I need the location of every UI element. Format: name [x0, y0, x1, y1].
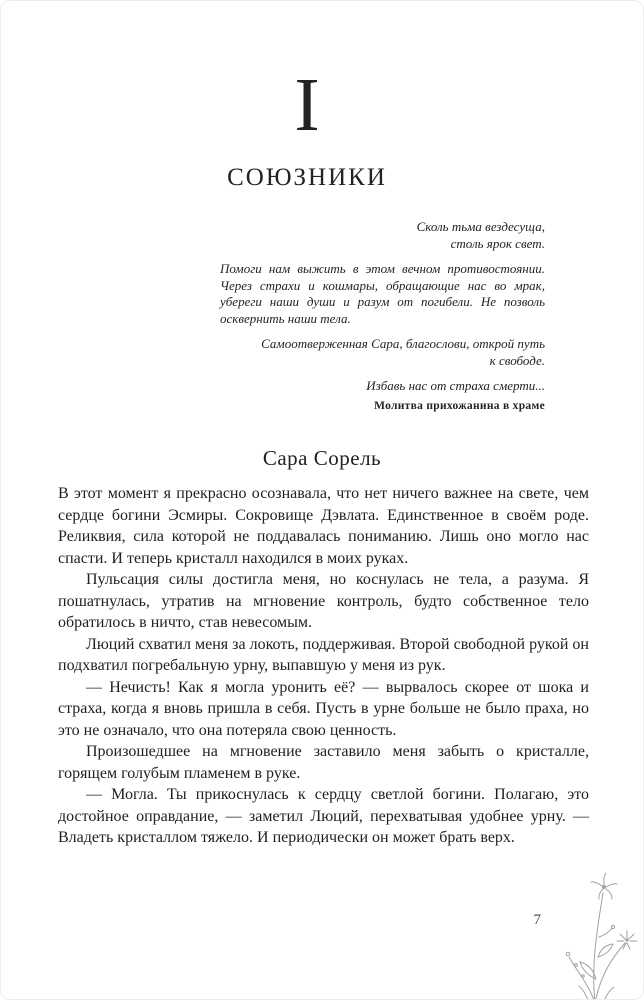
verse-line: Самоотверженная Сара, благослови, открой путь [261, 336, 545, 351]
paragraph: Произошедшее на мгновение заставило меня забыть о кристалле, горящем голубым пламенем в руке. [58, 743, 589, 782]
epigraph-verse-1 [220, 219, 545, 252]
paragraph: — Нечисть! Как я могла уронить её? — вырвалось скорее от шока и страха, когда я вновь пришла в себя. Пусть в урне больше не было праха, но это не означало, что она потеряла свою ценность. [58, 678, 589, 739]
verse-line: столь ярок свет. [450, 235, 545, 251]
epigraph-verse-2: Помоги нам выжить в этом вечном противостоянии. Через страхи и кошмары, обращающие нас во мрак, убереги наши души и разум от погибели. Не позволь осквернить наши тела. [220, 261, 545, 326]
section-heading: Сара Сорель [262, 446, 382, 470]
verse-line: к свободе. [489, 352, 545, 368]
verse-line: Сколь тьма вездесуща, [416, 219, 545, 234]
epigraph-attribution: Молитва прихожанина в храме [374, 399, 545, 412]
page-number: 7 [533, 912, 541, 928]
paragraph: Пульсация силы достигла меня, но коснулась не тела, а разума. Я пошатнулась, утратив на мгновение контроль, будто собственное тело обратилось в ничто, став невесомым. [58, 571, 589, 631]
body-text [58, 483, 589, 849]
paragraph: В этот момент я прекрасно осознавала, что нет ничего важнее на свете, чем сердце богини Эсмиры. Сокровище Дэвлата. Единственное в своём роде. Реликвия, сила которой не поддавалась пониманию. Лишь оно могло нас спасти. И теперь кристалл находился в моих руках. [58, 485, 589, 567]
botanical-decoration [543, 845, 639, 1000]
epigraph [220, 219, 545, 414]
paragraph: — Могла. Ты прикоснулась к сердцу светлой богини. Полагаю, это достойное оправдание, — заметил Люций, перехватывая удобнее урну. — Владеть кристаллом тяжело. И периодически он может брать верх. [58, 786, 589, 846]
epigraph-verse-4: Избавь нас от страха смерти... [366, 378, 545, 393]
paragraph: Люций схватил меня за локоть, поддерживая. Второй свободной рукой он подхватил погребальную урну, выпавшую у меня из рук. [58, 635, 589, 674]
chapter-number: I [294, 63, 320, 147]
epigraph-verse-3 [220, 336, 545, 369]
chapter-title: СОЮЗНИКИ [227, 164, 387, 191]
